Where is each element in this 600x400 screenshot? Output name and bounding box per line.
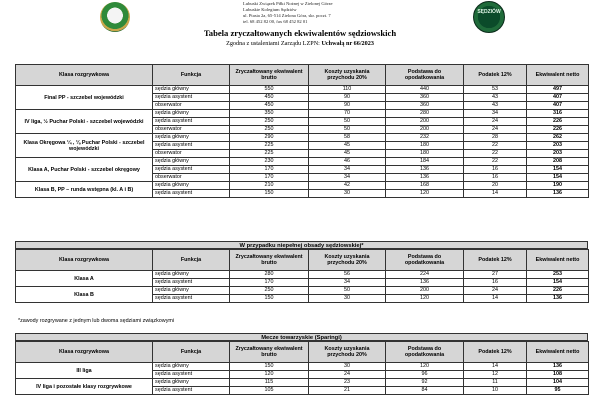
function-header: Funkcja: [153, 65, 230, 86]
gross-cell: 150: [230, 363, 309, 371]
net-cell: 407: [527, 102, 589, 110]
net-header: Ekwiwalent netto: [527, 342, 589, 363]
main-equivalents-table: [15, 64, 589, 198]
gross-cell: 170: [230, 279, 309, 287]
function-cell: sędzia główny: [153, 271, 230, 279]
costs-cell: 46: [309, 158, 386, 166]
costs-header: Koszty uzyskania przychodu 20%: [309, 65, 386, 86]
tax-cell: 22: [464, 142, 527, 150]
tax-header: Podatek 12%: [464, 65, 527, 86]
incomplete-crew-band: W przypadku niepełnej obsady sędziowskiej*: [15, 241, 588, 249]
tax-base-cell: 120: [386, 295, 464, 303]
costs-cell: 23: [309, 379, 386, 387]
costs-cell: 21: [309, 387, 386, 395]
tax-base-cell: 120: [386, 190, 464, 198]
table-row: [16, 287, 589, 295]
tax-base-cell: 360: [386, 94, 464, 102]
net-cell: 95: [527, 387, 589, 395]
gross-cell: 115: [230, 379, 309, 387]
function-cell: sędzia główny: [153, 134, 230, 142]
tax-base-cell: 120: [386, 363, 464, 371]
tax-cell: 12: [464, 371, 527, 379]
tax-base-cell: 200: [386, 126, 464, 134]
function-cell: sędzia główny: [153, 110, 230, 118]
gross-cell: 150: [230, 295, 309, 303]
tax-base-cell: 136: [386, 174, 464, 182]
function-cell: sędzia asystent: [153, 118, 230, 126]
tax-cell: 34: [464, 110, 527, 118]
subtitle-resolution: Uchwałą nr 66/2023: [321, 40, 374, 47]
net-cell: 262: [527, 134, 589, 142]
net-cell: 136: [527, 295, 589, 303]
table-row: [16, 110, 589, 118]
net-cell: 226: [527, 126, 589, 134]
tax-cell: 14: [464, 295, 527, 303]
gross-header: Zryczałtowany ekwiwalent brutto: [230, 65, 309, 86]
net-cell: 208: [527, 158, 589, 166]
header-line-3: ul. Ptasia 2a, 65-514 Zielona Góra, skr. poczt. 7: [243, 13, 331, 18]
gross-cell: 550: [230, 86, 309, 94]
level-header: Klasa rozgrywkowa: [16, 65, 153, 86]
gross-cell: 450: [230, 102, 309, 110]
table-row: [16, 363, 589, 371]
tax-cell: 16: [464, 279, 527, 287]
tax-cell: 28: [464, 134, 527, 142]
header-line-1: Lubuski Związek Piłki Nożnej w Zielonej Górze: [243, 1, 333, 6]
costs-cell: 58: [309, 134, 386, 142]
tax-cell: 10: [464, 387, 527, 395]
tax-cell: 43: [464, 102, 527, 110]
function-cell: sędzia asystent: [153, 387, 230, 395]
table-header-row: [16, 65, 589, 86]
function-cell: sędzia główny: [153, 287, 230, 295]
costs-cell: 30: [309, 295, 386, 303]
function-cell: sędzia asystent: [153, 371, 230, 379]
net-cell: 154: [527, 166, 589, 174]
tax-base-header: Podstawa do opodatkowania: [386, 342, 464, 363]
costs-cell: 50: [309, 118, 386, 126]
gross-cell: 350: [230, 110, 309, 118]
function-cell: sędzia asystent: [153, 166, 230, 174]
tax-base-cell: 440: [386, 86, 464, 94]
table-header-row: [16, 342, 589, 363]
net-cell: 203: [527, 142, 589, 150]
tax-base-cell: 232: [386, 134, 464, 142]
tax-cell: 24: [464, 118, 527, 126]
costs-cell: 50: [309, 126, 386, 134]
document-title: Tabela zryczałtowanych ekwiwalentów sędziowskich: [203, 28, 397, 38]
costs-cell: 56: [309, 271, 386, 279]
gross-cell: 170: [230, 166, 309, 174]
table-row: [16, 158, 589, 166]
costs-cell: 30: [309, 363, 386, 371]
net-cell: 108: [527, 371, 589, 379]
gross-cell: 250: [230, 287, 309, 295]
costs-cell: 90: [309, 94, 386, 102]
function-cell: sędzia główny: [153, 182, 230, 190]
costs-cell: 34: [309, 174, 386, 182]
level-cell: Final PP - szczebel wojewódzki: [16, 86, 153, 110]
costs-header: Koszty uzyskania przychodu 20%: [309, 250, 386, 271]
tax-base-cell: 180: [386, 142, 464, 150]
tax-base-cell: 92: [386, 379, 464, 387]
net-header: Ekwiwalent netto: [527, 250, 589, 271]
net-cell: 316: [527, 110, 589, 118]
function-header: Funkcja: [153, 342, 230, 363]
tax-base-cell: 84: [386, 387, 464, 395]
level-cell: IV liga i pozostałe klasy rozgrywkowe: [16, 379, 153, 395]
tax-base-cell: 96: [386, 371, 464, 379]
costs-cell: 30: [309, 190, 386, 198]
costs-cell: 110: [309, 86, 386, 94]
net-cell: 136: [527, 363, 589, 371]
function-cell: sędzia asystent: [153, 94, 230, 102]
gross-header: Zryczałtowany ekwiwalent brutto: [230, 342, 309, 363]
tax-base-cell: 136: [386, 279, 464, 287]
gross-cell: 250: [230, 126, 309, 134]
gross-header: Zryczałtowany ekwiwalent brutto: [230, 250, 309, 271]
net-cell: 497: [527, 86, 589, 94]
incomplete-crew-table: [15, 249, 589, 303]
gross-cell: 170: [230, 174, 309, 182]
net-cell: 203: [527, 150, 589, 158]
tax-cell: 14: [464, 190, 527, 198]
net-cell: 154: [527, 174, 589, 182]
friendly-matches-band: Mecze towarzyskie (Sparingi): [15, 333, 588, 341]
table-row: [16, 271, 589, 279]
net-cell: 190: [527, 182, 589, 190]
function-cell: sędzia główny: [153, 379, 230, 387]
tax-base-cell: 200: [386, 118, 464, 126]
tax-cell: 24: [464, 287, 527, 295]
level-header: Klasa rozgrywkowa: [16, 250, 153, 271]
tax-base-cell: 136: [386, 166, 464, 174]
table-row: [16, 182, 589, 190]
gross-cell: 250: [230, 118, 309, 126]
tax-base-cell: 180: [386, 150, 464, 158]
function-cell: obserwator: [153, 102, 230, 110]
level-cell: Klasa B, PP – runda wstępna (kl. A i B): [16, 182, 153, 198]
function-cell: obserwator: [153, 150, 230, 158]
costs-cell: 45: [309, 142, 386, 150]
tax-cell: 24: [464, 126, 527, 134]
costs-cell: 70: [309, 110, 386, 118]
net-cell: 154: [527, 279, 589, 287]
function-header: Funkcja: [153, 250, 230, 271]
level-cell: Klasa B: [16, 287, 153, 303]
net-cell: 407: [527, 94, 589, 102]
gross-cell: 290: [230, 134, 309, 142]
level-cell: III liga: [16, 363, 153, 379]
gross-cell: 280: [230, 271, 309, 279]
header-line-4: tel. 68 452 82 00, fax 68 452 82 01: [243, 19, 308, 24]
costs-cell: 42: [309, 182, 386, 190]
net-cell: 104: [527, 379, 589, 387]
tax-cell: 22: [464, 158, 527, 166]
net-header: Ekwiwalent netto: [527, 65, 589, 86]
tax-cell: 16: [464, 174, 527, 182]
function-cell: sędzia asystent: [153, 190, 230, 198]
gross-cell: 225: [230, 150, 309, 158]
table-header-row: [16, 250, 589, 271]
function-cell: sędzia główny: [153, 363, 230, 371]
tax-cell: 43: [464, 94, 527, 102]
tax-cell: 20: [464, 182, 527, 190]
net-cell: 226: [527, 287, 589, 295]
tax-base-cell: 200: [386, 287, 464, 295]
tax-cell: 22: [464, 150, 527, 158]
gross-cell: 450: [230, 94, 309, 102]
function-cell: sędzia asystent: [153, 295, 230, 303]
costs-cell: 34: [309, 166, 386, 174]
costs-cell: 90: [309, 102, 386, 110]
net-cell: 253: [527, 271, 589, 279]
function-cell: sędzia główny: [153, 158, 230, 166]
costs-cell: 34: [309, 279, 386, 287]
function-cell: obserwator: [153, 174, 230, 182]
tax-cell: 11: [464, 379, 527, 387]
level-cell: Klasa Okręgowa ¼ , ⅛ Puchar Polski - szczebel wojewódzki: [16, 134, 153, 158]
level-header: Klasa rozgrywkowa: [16, 342, 153, 363]
function-cell: sędzia asystent: [153, 279, 230, 287]
table-row: [16, 86, 589, 94]
tax-header: Podatek 12%: [464, 342, 527, 363]
tax-cell: 16: [464, 166, 527, 174]
level-cell: IV liga, ½ Puchar Polski - szczebel wojewódzki: [16, 110, 153, 134]
costs-header: Koszty uzyskania przychodu 20%: [309, 342, 386, 363]
subtitle-text: Zgodna z ustaleniami Zarządu LZPN:: [226, 40, 320, 47]
gross-cell: 225: [230, 142, 309, 150]
tax-base-header: Podstawa do opodatkowania: [386, 65, 464, 86]
tax-base-header: Podstawa do opodatkowania: [386, 250, 464, 271]
footnote: *zawody rozgrywane z jednym lub dwoma sędziami związkowymi: [18, 318, 175, 324]
gross-cell: 105: [230, 387, 309, 395]
net-cell: 136: [527, 190, 589, 198]
tax-base-cell: 280: [386, 110, 464, 118]
level-cell: Klasa A: [16, 271, 153, 287]
tax-base-cell: 184: [386, 158, 464, 166]
tax-base-cell: 360: [386, 102, 464, 110]
document-subtitle: [0, 40, 600, 47]
friendly-matches-table: [15, 341, 589, 395]
net-cell: 226: [527, 118, 589, 126]
header-line-2: Lubuskie Kolegium Sędziów: [243, 7, 297, 12]
tax-base-cell: 168: [386, 182, 464, 190]
tax-base-cell: 224: [386, 271, 464, 279]
level-cell: Klasa A, Puchar Polski - szczebel okręgowy: [16, 158, 153, 182]
costs-cell: 24: [309, 371, 386, 379]
table-row: [16, 379, 589, 387]
tax-cell: 27: [464, 271, 527, 279]
function-cell: obserwator: [153, 126, 230, 134]
gross-cell: 230: [230, 158, 309, 166]
function-cell: sędzia asystent: [153, 142, 230, 150]
table-row: [16, 134, 589, 142]
referees-logo-text: SĘDZIÓW: [477, 9, 501, 15]
tax-cell: 14: [464, 363, 527, 371]
costs-cell: 50: [309, 287, 386, 295]
tax-header: Podatek 12%: [464, 250, 527, 271]
costs-cell: 45: [309, 150, 386, 158]
tax-cell: 53: [464, 86, 527, 94]
gross-cell: 210: [230, 182, 309, 190]
gross-cell: 150: [230, 190, 309, 198]
gross-cell: 120: [230, 371, 309, 379]
function-cell: sędzia główny: [153, 86, 230, 94]
